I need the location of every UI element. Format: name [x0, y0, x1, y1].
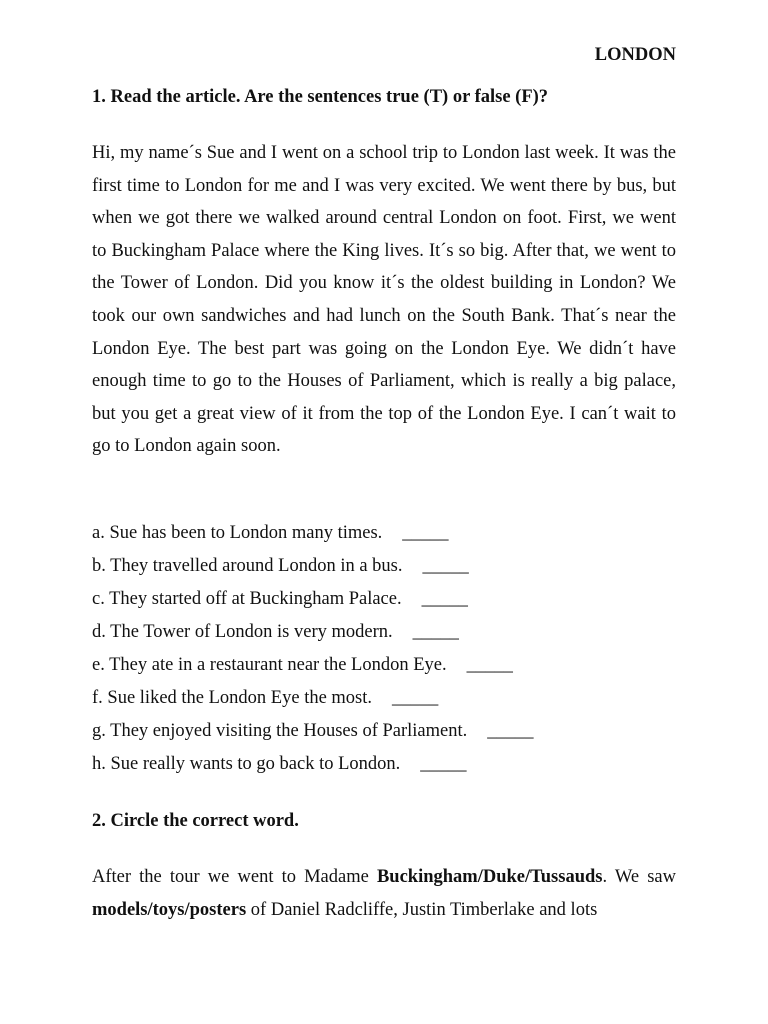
- true-false-questions: [92, 517, 534, 781]
- answer-blank: _____: [487, 721, 534, 741]
- exercise-2-text-part-3: of Daniel Radcliffe, Justin Timberlake and lots: [246, 900, 598, 920]
- answer-blank: _____: [420, 754, 467, 774]
- question-item: [92, 583, 534, 616]
- exercise-2-text-part-2: . We saw: [602, 867, 676, 887]
- question-text: a. Sue has been to London many times.: [92, 523, 383, 543]
- answer-blank: _____: [466, 655, 513, 675]
- question-text: d. The Tower of London is very modern.: [92, 622, 393, 642]
- question-item: [92, 616, 534, 649]
- answer-blank: _____: [412, 622, 459, 642]
- exercise-1-heading: 1. Read the article. Are the sentences true (T) or false (F)?: [92, 87, 549, 107]
- answer-blank: _____: [392, 688, 439, 708]
- question-text: c. They started off at Buckingham Palace.: [92, 589, 402, 609]
- question-text: g. They enjoyed visiting the Houses of Parliament.: [92, 721, 468, 741]
- question-text: b. They travelled around London in a bus.: [92, 556, 403, 576]
- answer-blank: _____: [422, 556, 469, 576]
- question-item: [92, 550, 534, 583]
- exercise-2-text: [92, 861, 676, 927]
- question-item: [92, 715, 534, 748]
- answer-blank: _____: [421, 589, 468, 609]
- question-item: [92, 517, 534, 550]
- question-item: [92, 649, 534, 682]
- answer-blank: _____: [402, 523, 449, 543]
- exercise-2-heading: 2. Circle the correct word.: [92, 811, 299, 831]
- word-choice-1: Buckingham/Duke/Tussauds: [376, 867, 603, 887]
- word-choice-2: models/toys/posters: [92, 900, 247, 920]
- question-text: e. They ate in a restaurant near the London Eye.: [92, 655, 447, 675]
- document-title: LONDON: [594, 45, 676, 65]
- question-item: [92, 748, 534, 781]
- question-text: h. Sue really wants to go back to London.: [92, 754, 401, 774]
- article-text: Hi, my name´s Sue and I went on a school trip to London last week. It was the first time to London for me and I was very excited. We went there by bus, but when we got there we walked around central London on foot. First, we went to Buckingham Palace where the King lives. It´s so big. After that, we went to the Tower of London. Did you know it´s the oldest building in London? We took our own sandwiches and had lunch on the South Bank. That´s near the London Eye. The best part was going on the London Eye. We didn´t have enough time to go to the Houses of Parliament, which is really a big palace, but you get a great view of it from the top of the London Eye. I can´t wait to go to London again soon.: [92, 143, 676, 457]
- question-text: f. Sue liked the London Eye the most.: [92, 688, 373, 708]
- question-item: [92, 682, 534, 715]
- exercise-2-text-part-1: After the tour we went to Madame: [92, 867, 377, 887]
